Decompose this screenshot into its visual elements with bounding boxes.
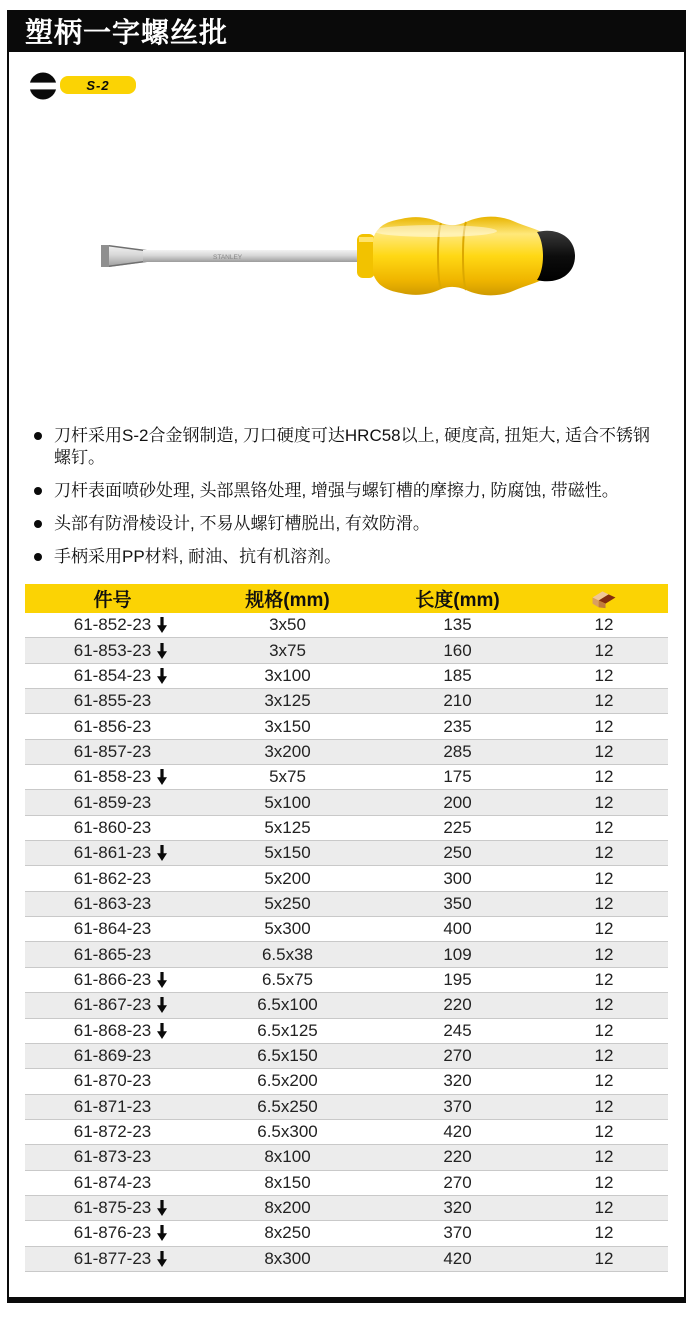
- part-no-cell: [25, 613, 200, 637]
- pack-qty-cell: 12: [594, 843, 614, 863]
- feature-list: [32, 425, 662, 579]
- part-no-wrap: [25, 917, 200, 941]
- part-no-wrap: [25, 1145, 200, 1169]
- pack-qty-cell: 12: [594, 767, 614, 787]
- length-cell: 200: [443, 792, 472, 812]
- down-arrow-icon: [157, 668, 167, 684]
- length-cell: 250: [443, 843, 472, 863]
- part-no-cell: [25, 1044, 200, 1068]
- part-no-wrap: [25, 1247, 200, 1271]
- feature-item: 刀杆采用S-2合金钢制造, 刀口硬度可达HRC58以上, 硬度高, 扭矩大, 适合不锈钢螺钉。: [32, 425, 662, 469]
- spec-table: [25, 584, 668, 1272]
- length-cell: 195: [443, 969, 472, 989]
- length-cell: 285: [443, 741, 472, 761]
- length-cell: 109: [443, 944, 472, 964]
- table-body: [25, 613, 668, 1272]
- spec-cell: 8x100: [264, 1147, 311, 1167]
- down-arrow-icon: [157, 769, 167, 785]
- table-row: [25, 1044, 668, 1069]
- col-header-spec: 规格(mm): [245, 590, 330, 611]
- table-row: [25, 613, 668, 638]
- table-row: [25, 942, 668, 967]
- spec-cell: 6.5x100: [257, 995, 318, 1015]
- spec-cell: 5x250: [264, 893, 311, 913]
- spec-cell: 3x150: [264, 716, 311, 736]
- length-cell: 235: [443, 716, 472, 736]
- part-no-cell: [25, 1145, 200, 1169]
- length-cell: 175: [443, 767, 472, 787]
- pack-qty-cell: 12: [594, 1096, 614, 1116]
- length-cell: 270: [443, 1046, 472, 1066]
- part-no-cell: [25, 638, 200, 662]
- table-row: [25, 1069, 668, 1094]
- part-no-cell: [25, 1196, 200, 1220]
- part-no-cell: [25, 740, 200, 764]
- down-arrow-icon: [157, 1200, 167, 1216]
- steel-grade-badge: [60, 76, 136, 94]
- spec-cell: 6.5x125: [257, 1020, 318, 1040]
- table-row: [25, 1247, 668, 1272]
- pack-qty-cell: 12: [594, 1071, 614, 1091]
- down-arrow-icon: [157, 1225, 167, 1241]
- spec-cell: 8x150: [264, 1172, 311, 1192]
- pack-qty-cell: 12: [594, 1172, 614, 1192]
- col-header-length: 长度(mm): [415, 590, 500, 611]
- length-cell: 160: [443, 640, 472, 660]
- length-cell: 210: [443, 691, 472, 711]
- length-cell: 225: [443, 817, 472, 837]
- part-no-wrap: [25, 1019, 200, 1043]
- feature-item: 头部有防滑棱设计, 不易从螺钉槽脱出, 有效防滑。: [32, 513, 662, 535]
- length-cell: 400: [443, 919, 472, 939]
- length-cell: 320: [443, 1071, 472, 1091]
- spec-cell: 6.5x250: [257, 1096, 318, 1116]
- part-no: 61-876-23: [73, 1223, 152, 1243]
- part-no-cell: [25, 892, 200, 916]
- part-no: 61-859-23: [73, 792, 152, 812]
- spec-cell: 5x300: [264, 919, 311, 939]
- table-row: [25, 1019, 668, 1044]
- pack-qty-cell: 12: [594, 817, 614, 837]
- carton-icon: [591, 589, 617, 609]
- feature-item: 刀杆表面喷砂处理, 头部黑铬处理, 增强与螺钉槽的摩擦力, 防腐蚀, 带磁性。: [32, 480, 662, 502]
- blade-tip: [101, 245, 147, 267]
- spec-cell: 3x50: [269, 615, 306, 635]
- part-no-wrap: [25, 790, 200, 814]
- content-frame: [7, 10, 686, 1303]
- part-no: 61-857-23: [73, 741, 152, 761]
- pack-qty-cell: 12: [594, 969, 614, 989]
- table-row: [25, 1196, 668, 1221]
- spec-cell: 6.5x200: [257, 1071, 318, 1091]
- part-no-cell: [25, 664, 200, 688]
- spec-cell: 8x200: [264, 1198, 311, 1218]
- part-no: 61-867-23: [73, 995, 152, 1015]
- down-arrow-icon: [157, 1251, 167, 1267]
- part-no: 61-866-23: [73, 969, 152, 989]
- part-no-cell: [25, 1095, 200, 1119]
- part-no-cell: [25, 765, 200, 789]
- part-no-cell: [25, 866, 200, 890]
- table-row: [25, 689, 668, 714]
- part-no-wrap: [25, 841, 200, 865]
- part-no: 61-872-23: [73, 1122, 152, 1142]
- length-cell: 220: [443, 995, 472, 1015]
- table-row: [25, 816, 668, 841]
- table-row: [25, 968, 668, 993]
- spec-cell: 3x200: [264, 741, 311, 761]
- part-no-cell: [25, 1171, 200, 1195]
- part-no: 61-863-23: [73, 893, 152, 913]
- table-row: [25, 1095, 668, 1120]
- part-no: 61-864-23: [73, 919, 152, 939]
- pack-qty-cell: 12: [594, 944, 614, 964]
- table-row: [25, 917, 668, 942]
- part-no-cell: [25, 993, 200, 1017]
- spec-cell: 3x100: [264, 665, 311, 685]
- part-no: 61-861-23: [73, 843, 152, 863]
- table-row: [25, 664, 668, 689]
- spec-cell: 6.5x300: [257, 1122, 318, 1142]
- part-no-wrap: [25, 1044, 200, 1068]
- part-no-wrap: [25, 638, 200, 662]
- pack-qty-cell: 12: [594, 1223, 614, 1243]
- spec-cell: 6.5x150: [257, 1046, 318, 1066]
- part-no-cell: [25, 689, 200, 713]
- part-no-cell: [25, 1120, 200, 1144]
- pack-qty-cell: 12: [594, 615, 614, 635]
- pack-qty-cell: 12: [594, 995, 614, 1015]
- part-no-cell: [25, 1221, 200, 1245]
- part-no-wrap: [25, 740, 200, 764]
- spec-cell: 5x200: [264, 868, 311, 888]
- part-no: 61-874-23: [73, 1172, 152, 1192]
- part-no-cell: [25, 714, 200, 738]
- title-bar: [7, 10, 686, 52]
- part-no-cell: [25, 841, 200, 865]
- down-arrow-icon: [157, 617, 167, 633]
- pack-qty-cell: 12: [594, 665, 614, 685]
- length-cell: 420: [443, 1248, 472, 1268]
- part-no: 61-854-23: [73, 665, 152, 685]
- spec-cell: 6.5x38: [261, 944, 314, 964]
- part-no-wrap: [25, 942, 200, 966]
- part-no-wrap: [25, 1120, 200, 1144]
- part-no: 61-855-23: [73, 691, 152, 711]
- down-arrow-icon: [157, 643, 167, 659]
- shaft: [143, 250, 363, 262]
- slotted-tip-icon: [28, 71, 58, 101]
- part-no-wrap: [25, 689, 200, 713]
- pack-qty-cell: 12: [594, 716, 614, 736]
- down-arrow-icon: [157, 1023, 167, 1039]
- length-cell: 220: [443, 1147, 472, 1167]
- pack-qty-cell: 12: [594, 1198, 614, 1218]
- part-no: 61-852-23: [73, 615, 152, 635]
- pack-qty-cell: 12: [594, 1046, 614, 1066]
- spec-cell: 8x300: [264, 1248, 311, 1268]
- pack-qty-cell: 12: [594, 1020, 614, 1040]
- spec-cell: 5x150: [264, 843, 311, 863]
- part-no-cell: [25, 1247, 200, 1271]
- table-row: [25, 866, 668, 891]
- spec-cell: 5x75: [269, 767, 306, 787]
- part-no-wrap: [25, 1171, 200, 1195]
- length-cell: 420: [443, 1122, 472, 1142]
- pack-qty-cell: 12: [594, 1122, 614, 1142]
- length-cell: 320: [443, 1198, 472, 1218]
- down-arrow-icon: [157, 845, 167, 861]
- part-no-wrap: [25, 1069, 200, 1093]
- part-no: 61-853-23: [73, 640, 152, 660]
- feature-item: 手柄采用PP材料, 耐油、抗有机溶剂。: [32, 546, 662, 568]
- spec-cell: 8x250: [264, 1223, 311, 1243]
- pack-qty-cell: 12: [594, 1147, 614, 1167]
- table-row: [25, 790, 668, 815]
- part-no: 61-869-23: [73, 1046, 152, 1066]
- table-row: [25, 714, 668, 739]
- length-cell: 270: [443, 1172, 472, 1192]
- pack-qty-cell: 12: [594, 640, 614, 660]
- pack-qty-cell: 12: [594, 893, 614, 913]
- down-arrow-icon: [157, 972, 167, 988]
- pack-qty-cell: 12: [594, 691, 614, 711]
- part-no-wrap: [25, 866, 200, 890]
- spec-cell: 3x125: [264, 691, 311, 711]
- table-row: [25, 740, 668, 765]
- part-no-cell: [25, 816, 200, 840]
- table-row: [25, 1145, 668, 1170]
- col-header-part-no: 件号: [93, 590, 132, 611]
- part-no: 61-858-23: [73, 767, 152, 787]
- pack-qty-cell: 12: [594, 792, 614, 812]
- part-no-cell: [25, 917, 200, 941]
- spec-cell: 5x125: [264, 817, 311, 837]
- table-row: [25, 638, 668, 663]
- part-no-wrap: [25, 613, 200, 637]
- spec-cell: 5x100: [264, 792, 311, 812]
- part-no-wrap: [25, 714, 200, 738]
- part-no-cell: [25, 1019, 200, 1043]
- part-no: 61-868-23: [73, 1020, 152, 1040]
- part-no-wrap: [25, 1221, 200, 1245]
- length-cell: 245: [443, 1020, 472, 1040]
- part-no: 61-865-23: [73, 944, 152, 964]
- down-arrow-icon: [157, 997, 167, 1013]
- part-no: 61-862-23: [73, 868, 152, 888]
- pack-qty-cell: 12: [594, 1248, 614, 1268]
- pack-qty-cell: 12: [594, 919, 614, 939]
- table-row: [25, 1120, 668, 1145]
- part-no-wrap: [25, 993, 200, 1017]
- part-no: 61-860-23: [73, 817, 152, 837]
- pack-qty-cell: 12: [594, 868, 614, 888]
- spec-cell: 6.5x75: [261, 969, 314, 989]
- table-row: [25, 841, 668, 866]
- length-cell: 350: [443, 893, 472, 913]
- part-no-wrap: [25, 816, 200, 840]
- part-no: 61-871-23: [73, 1096, 152, 1116]
- part-no-wrap: [25, 1095, 200, 1119]
- table-row: [25, 993, 668, 1018]
- part-no-cell: [25, 968, 200, 992]
- length-cell: 370: [443, 1223, 472, 1243]
- col-header-pack-qty: [540, 589, 668, 609]
- part-no: 61-856-23: [73, 716, 152, 736]
- spec-cell: 3x75: [269, 640, 306, 660]
- part-no: 61-877-23: [73, 1248, 152, 1268]
- table-row: [25, 892, 668, 917]
- table-row: [25, 1171, 668, 1196]
- part-no: 61-875-23: [73, 1198, 152, 1218]
- part-no-cell: [25, 1069, 200, 1093]
- length-cell: 300: [443, 868, 472, 888]
- part-no-wrap: [25, 968, 200, 992]
- table-row: [25, 765, 668, 790]
- table-row: [25, 1221, 668, 1246]
- page-title: 塑柄一字螺丝批: [25, 17, 229, 48]
- part-no-wrap: [25, 765, 200, 789]
- pack-qty-cell: 12: [594, 741, 614, 761]
- part-no-wrap: [25, 1196, 200, 1220]
- table-header-row: [25, 584, 668, 613]
- steel-grade-label: S-2: [86, 77, 110, 93]
- part-no-cell: [25, 790, 200, 814]
- part-no-cell: [25, 942, 200, 966]
- part-no-wrap: [25, 664, 200, 688]
- length-cell: 185: [443, 665, 472, 685]
- part-no: 61-873-23: [73, 1147, 152, 1167]
- part-no-wrap: [25, 892, 200, 916]
- shaft-brand-text: STANLEY: [213, 254, 243, 261]
- length-cell: 135: [443, 615, 472, 635]
- length-cell: 370: [443, 1096, 472, 1116]
- product-image: [85, 195, 585, 315]
- part-no: 61-870-23: [73, 1071, 152, 1091]
